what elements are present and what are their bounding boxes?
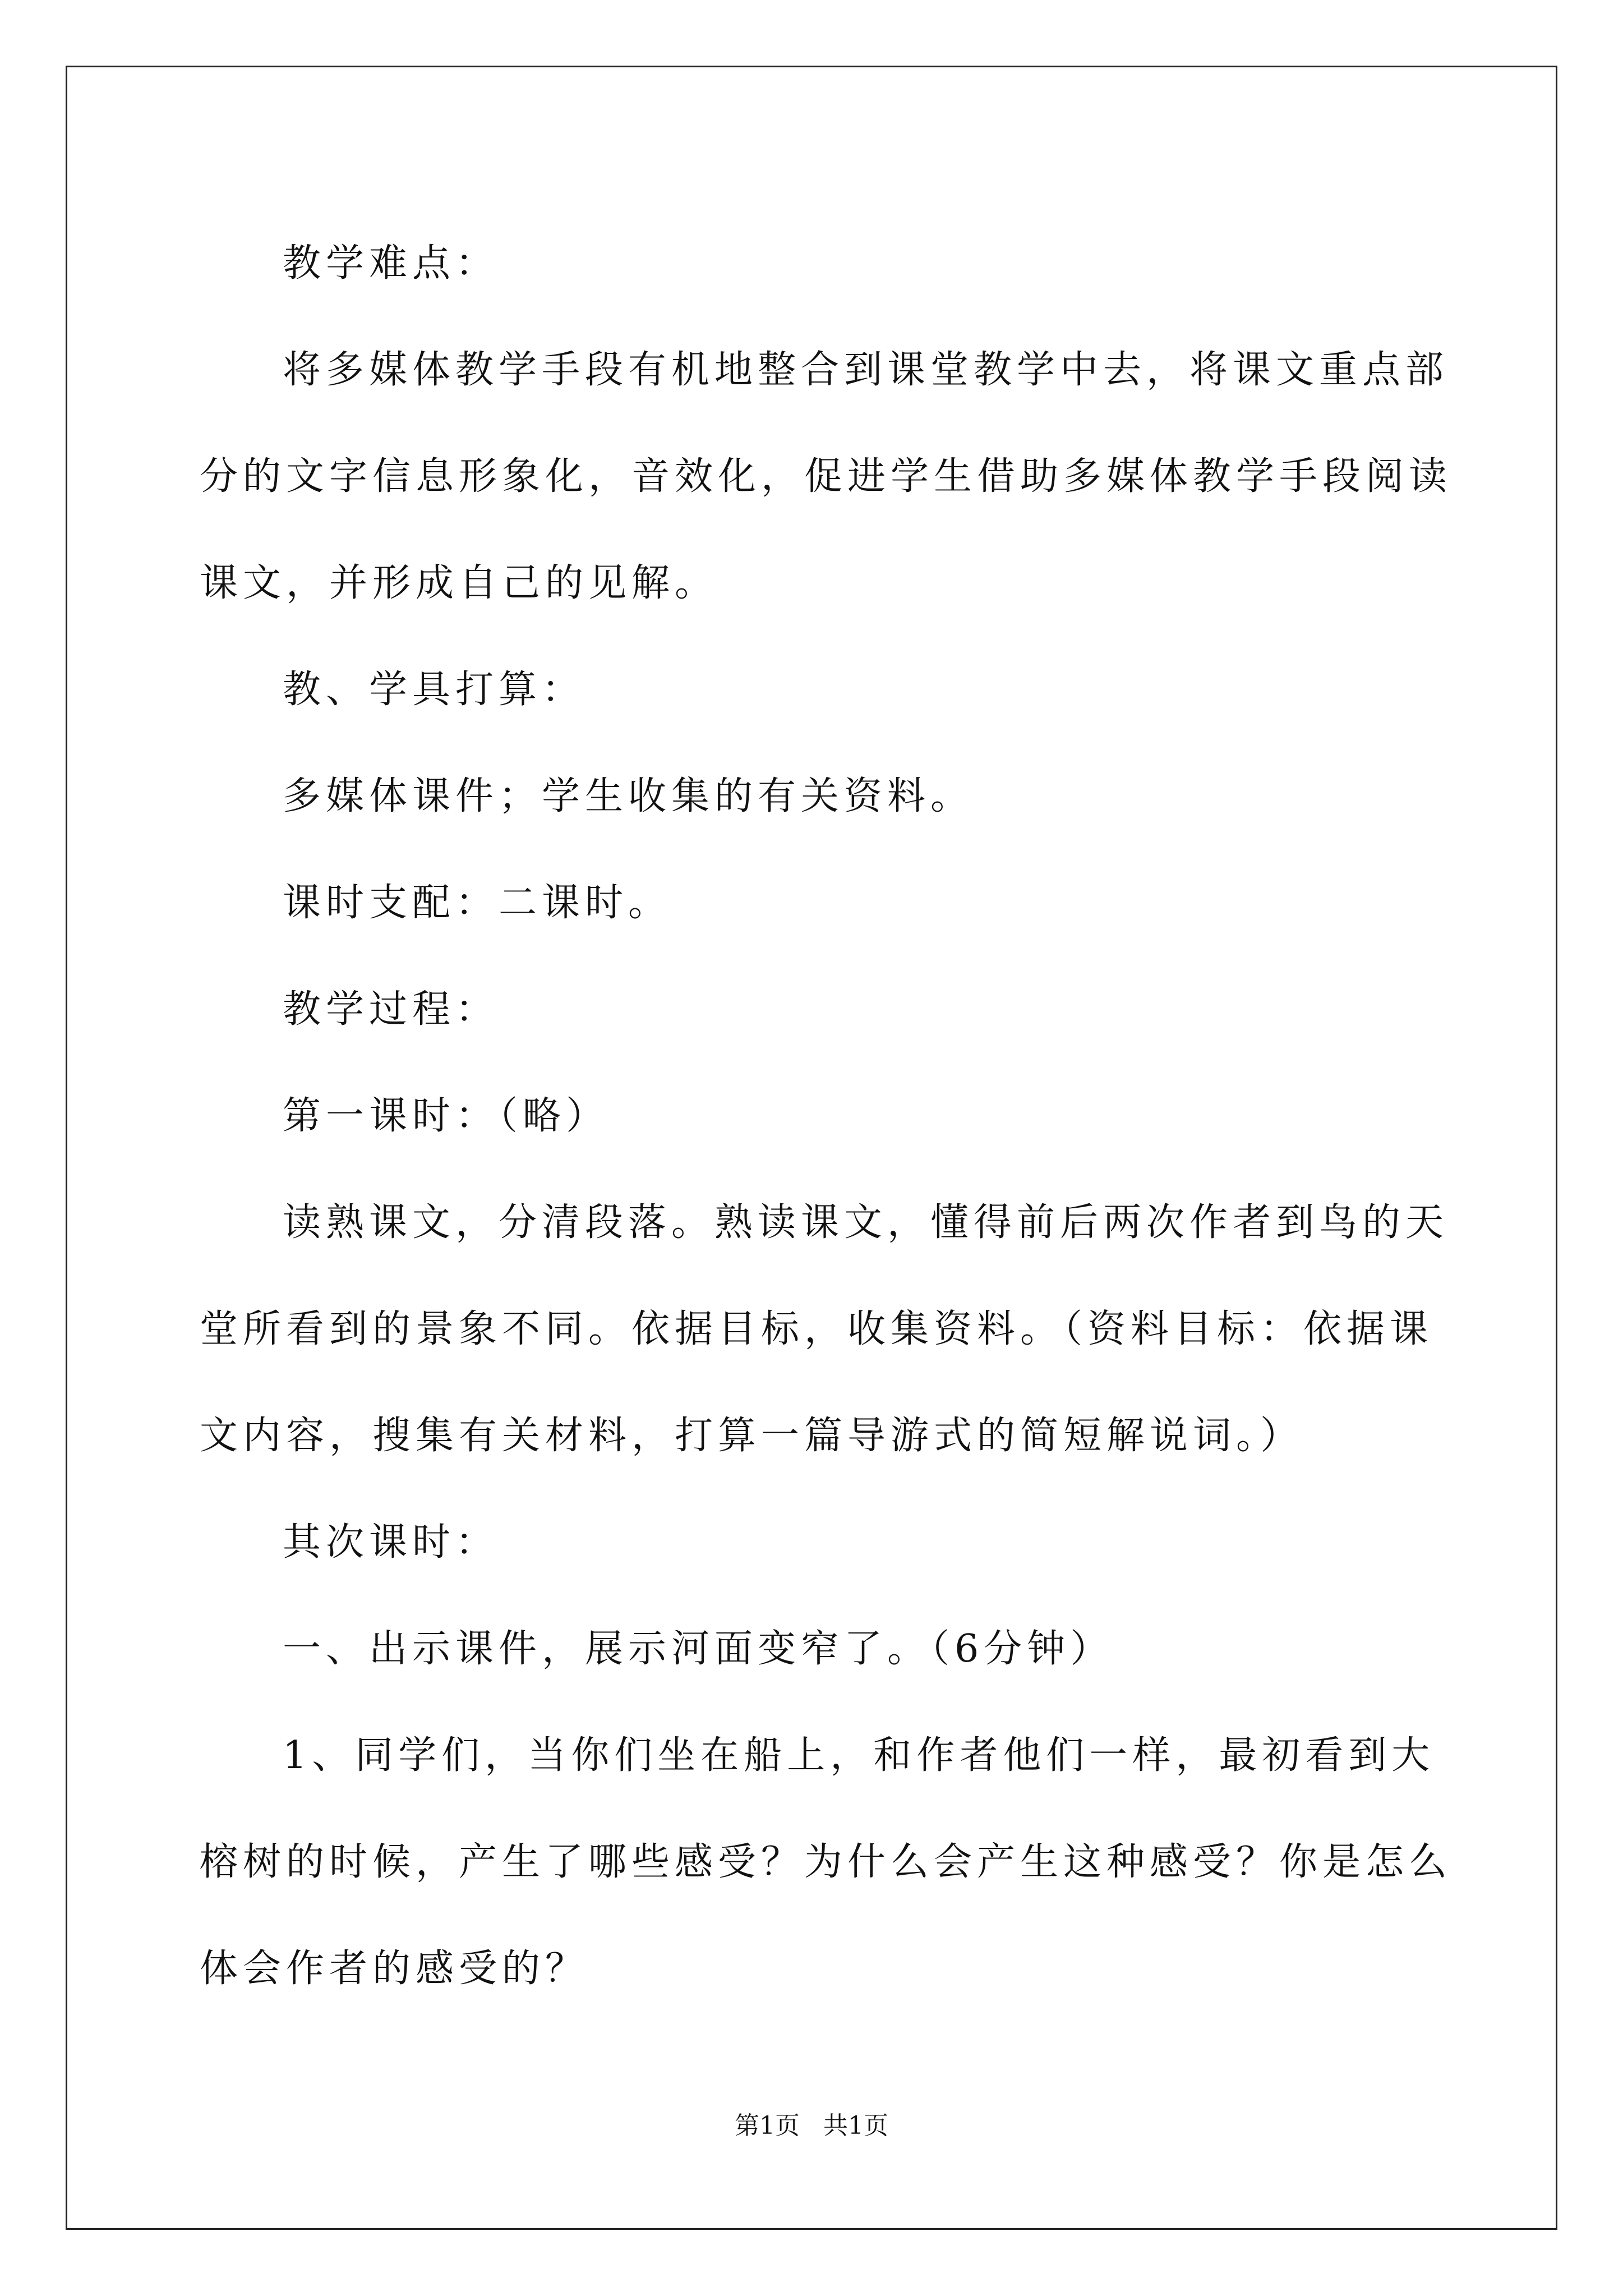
paragraph-first-lesson-body: 读熟课文，分清段落。熟读课文，懂得前后两次作者到鸟的天堂所看到的景象不同。依据目标，收集资料。（资料目标：依据课文内容，搜集有关材料，打算一篇导游式的简短解说词。）	[200, 1200, 1449, 1458]
page-footer	[0, 2110, 1623, 2142]
paragraph-question-one: 1、同学们，当你们坐在船上，和作者他们一样，最初看到大榕树的时候，产生了哪些感受？为什么会产生这种感受？你是怎么体会作者的感受的？	[200, 1733, 1453, 1991]
paragraph-difficulty-heading: 教学难点：	[283, 241, 499, 286]
paragraph-materials-heading: 教、学具打算：	[283, 668, 585, 712]
paragraph-schedule: 课时支配：二课时。	[283, 881, 672, 925]
paragraph-materials-body: 多媒体课件；学生收集的有关资料。	[283, 774, 974, 818]
paragraph-second-lesson: 其次课时：	[283, 1520, 499, 1565]
document-body	[200, 210, 1461, 2022]
page-number-total: 共1页	[823, 2111, 888, 2140]
paragraph-process-heading: 教学过程：	[283, 987, 499, 1032]
page-number-current: 第1页	[735, 2111, 800, 2140]
paragraph-step-one: 一、出示课件，展示河面变窄了。（6分钟）	[283, 1627, 1114, 1671]
paragraph-difficulty-body: 将多媒体教学手段有机地整合到课堂教学中去，将课文重点部分的文字信息形象化，音效化，促进学生借助多媒体教学手段阅读课文，并形成自己的见解。	[200, 348, 1453, 605]
paragraph-first-lesson: 第一课时：（略）	[283, 1094, 610, 1138]
